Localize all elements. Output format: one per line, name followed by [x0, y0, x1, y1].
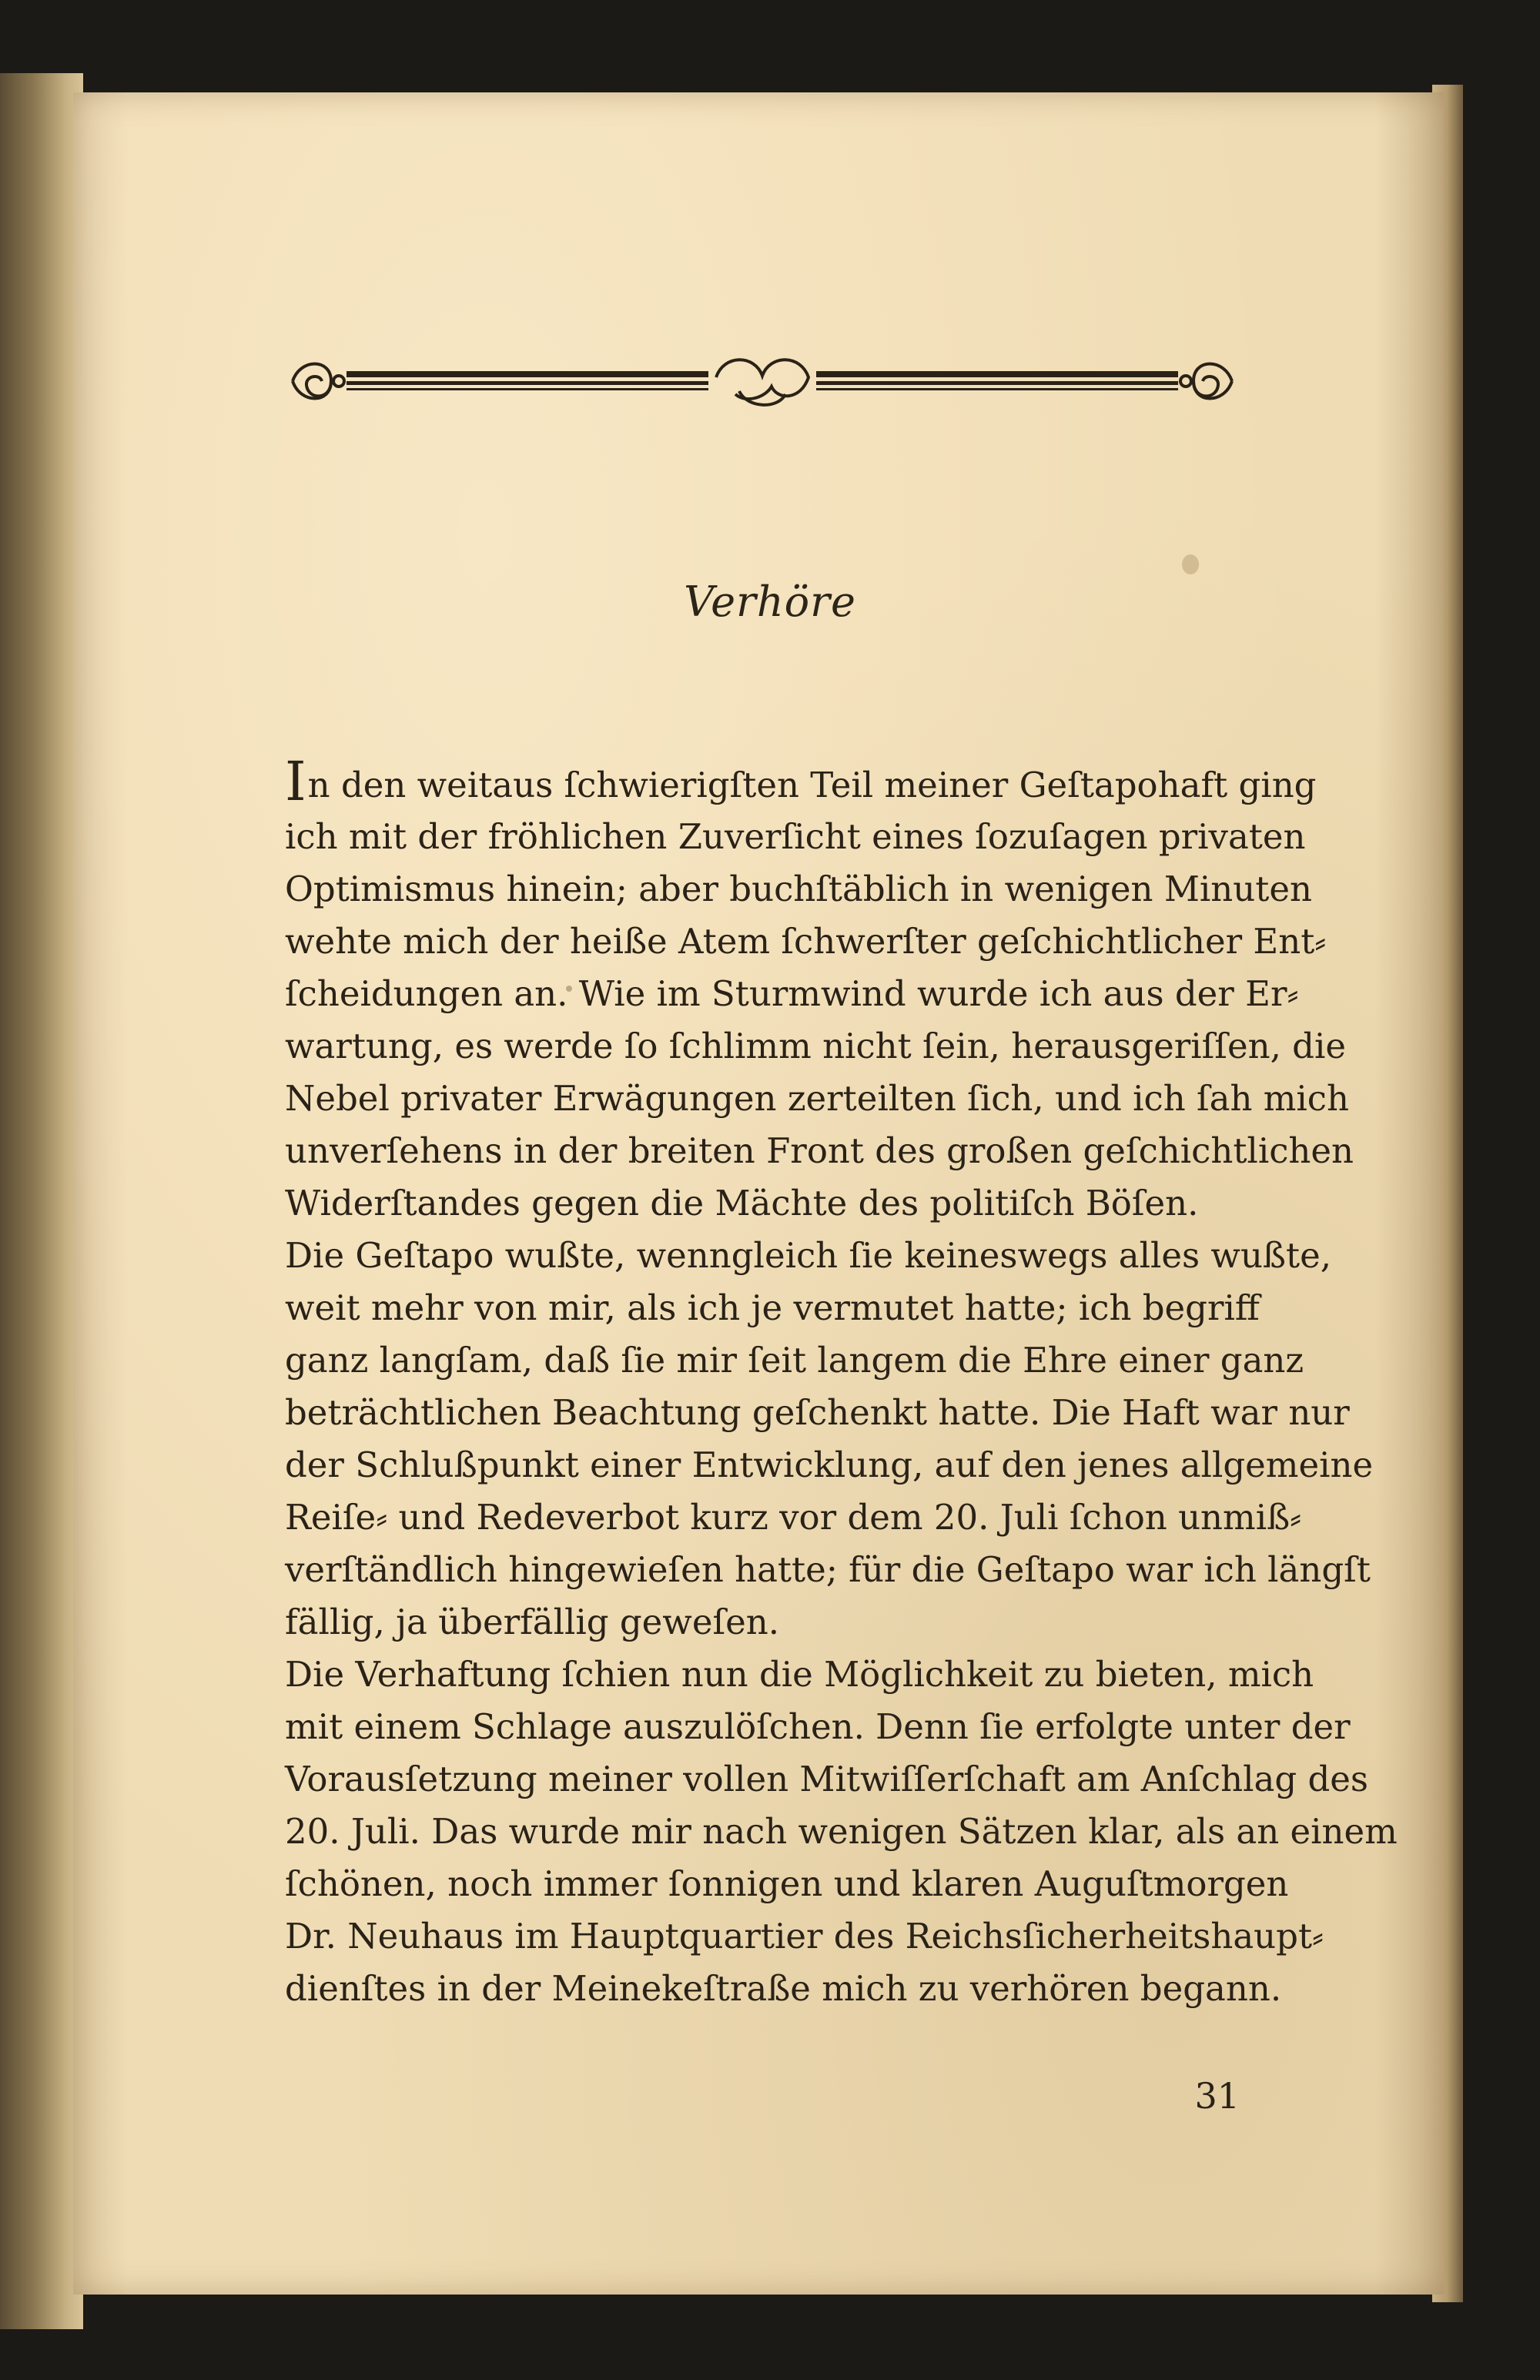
paper-stain: [1182, 554, 1199, 574]
drop-cap: I: [285, 750, 306, 813]
ornamental-rule: [285, 346, 1240, 416]
text-line: verſtändlich hingewieſen hatte; für die Geſtapo war ich längſt: [285, 1549, 1371, 1590]
text-line: wehte mich der heiße Atem ſchwerſter geſchichtlicher Ent⸗: [285, 921, 1327, 962]
text-line: Reiſe⸗ und Redeverbot kurz vor dem 20. Juli ſchon unmiß⸗: [285, 1497, 1302, 1538]
body-text: [285, 750, 1398, 2015]
text-line: mit einem Schlage auszulöſchen. Denn ſie erfolgte unter der: [285, 1706, 1351, 1747]
text-line: Widerſtandes gegen die Mächte des politiſch Böſen.: [285, 1183, 1199, 1223]
text-line: ſchönen, noch immer ſonnigen und klaren Auguſtmorgen: [285, 1863, 1289, 1904]
text-line: weit mehr von mir, als ich je vermutet hatte; ich begriff: [285, 1287, 1260, 1328]
text-line: unverſehens in der breiten Front des großen geſchichtlichen: [285, 1130, 1354, 1171]
text-line: beträchtlichen Beachtung geſchenkt hatte. Die Haft war nur: [285, 1392, 1350, 1433]
book-spine: [0, 73, 83, 2329]
text-line: Dr. Neuhaus im Hauptquartier des Reichsſicherheitshaupt⸗: [285, 1916, 1324, 1957]
text-line: In den weitaus ſchwierigſten Teil meiner Geſtapohaft ging: [285, 750, 1317, 813]
text-line: Vorausſetzung meiner vollen Mitwiſſerſchaft am Anſchlag des: [285, 1759, 1368, 1799]
text-line: Die Verhaftung ſchien nun die Möglichkeit zu bieten, mich: [285, 1654, 1314, 1695]
text-line: Optimismus hinein; aber buchſtäblich in wenigen Minuten: [285, 869, 1312, 909]
text-line: wartung, es werde ſo ſchlimm nicht ſein, herausgeriſſen, die: [285, 1026, 1347, 1066]
text-line: ganz langſam, daß ſie mir ſeit langem die Ehre einer ganz: [285, 1340, 1304, 1381]
text-line: der Schlußpunkt einer Entwicklung, auf den jenes allgemeine: [285, 1444, 1374, 1485]
text-line: dienſtes in der Meinekeſtraße mich zu verhören begann.: [285, 1968, 1282, 2009]
text-line: 20. Juli. Das wurde mir nach wenigen Sätzen klar, als an einem: [285, 1811, 1398, 1852]
text-line: Die Geſtapo wußte, wenngleich ſie keineswegs alles wußte,: [285, 1235, 1332, 1276]
page-number: 31: [1194, 2075, 1240, 2117]
text-line: Nebel privater Erwägungen zerteilten ſich, und ich ſah mich: [285, 1078, 1349, 1119]
text-line: ich mit der fröhlichen Zuverſicht eines ſozuſagen privaten: [285, 816, 1306, 857]
text-line: ſcheidungen an. Wie im Sturmwind wurde ich aus der Er⸗: [285, 973, 1299, 1014]
text-line: fällig, ja überfällig geweſen.: [285, 1602, 780, 1642]
chapter-title: Verhöre: [684, 577, 856, 626]
